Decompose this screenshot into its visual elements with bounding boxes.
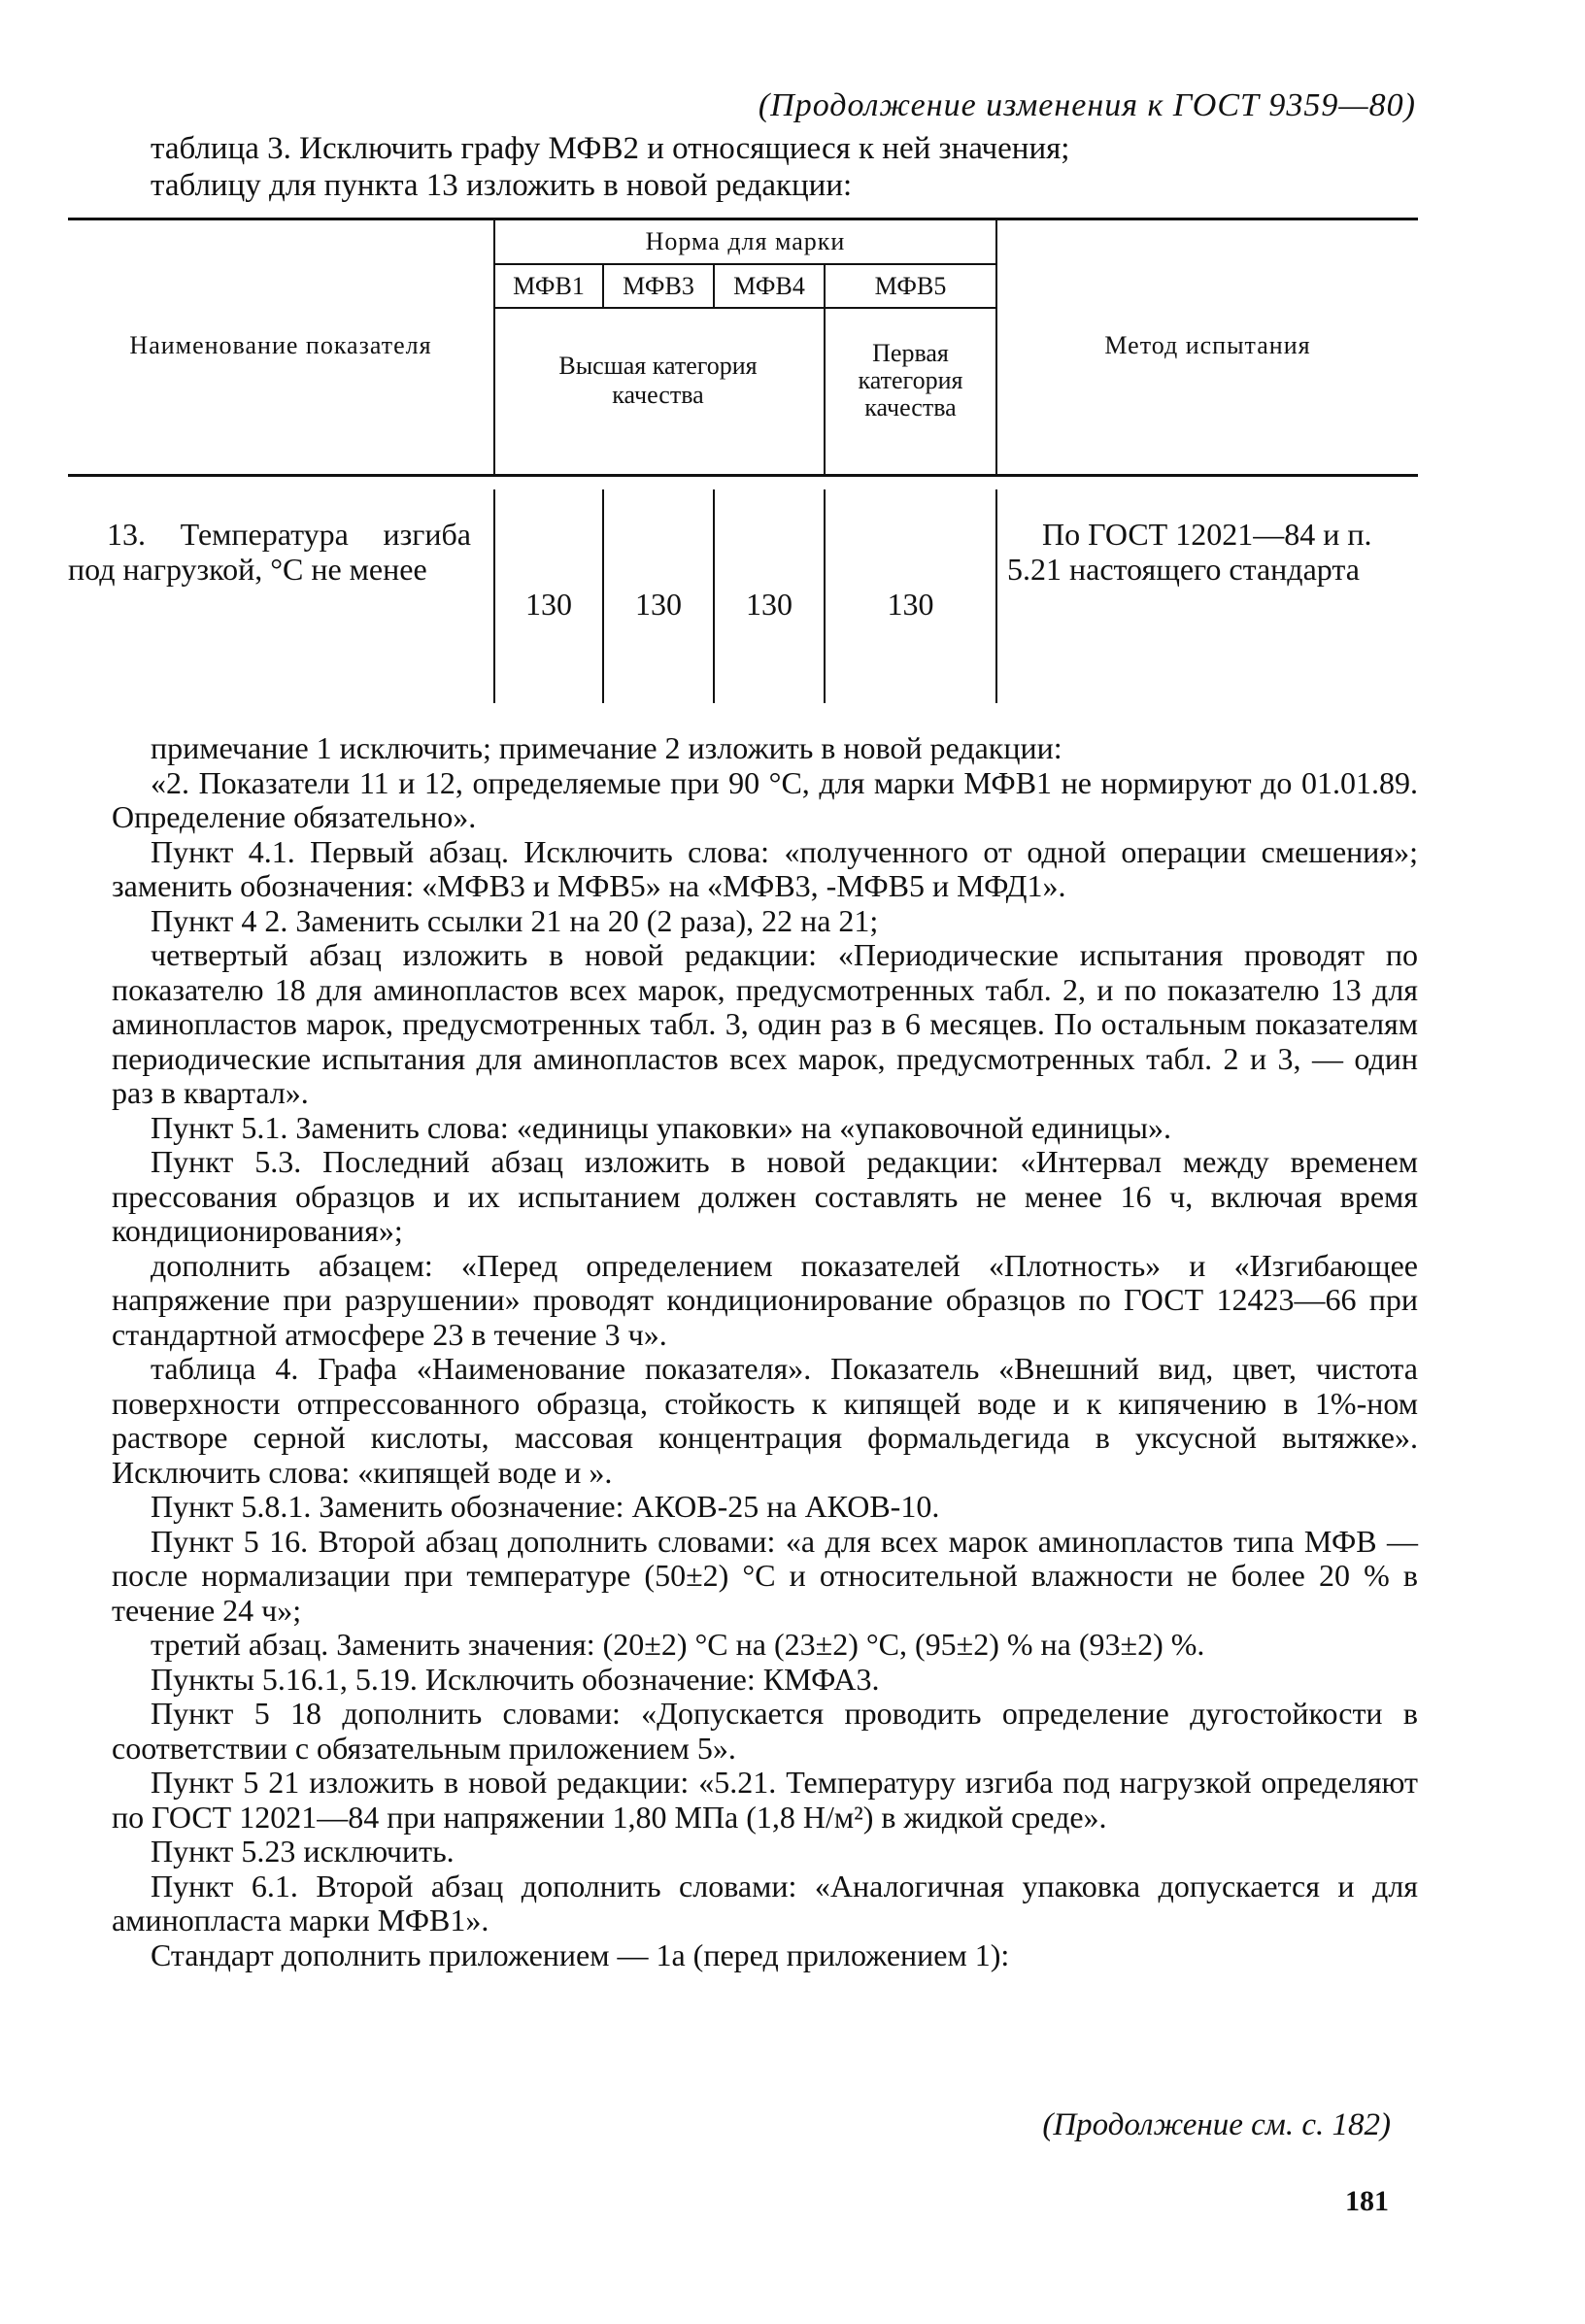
paragraph: таблица 4. Графа «Наименование показателя». Показатель «Внешний вид, цвет, чистота поверхности отпрессованного образца, стойкость к кипящей воде и к кипячению в 1%-ном растворе серной кислоты, массовая концентрация формальдегида в уксусной вытяжке». Исключить слова: «кипящей воде и ». xyxy=(112,1351,1418,1490)
document-page xyxy=(68,87,1418,1972)
paragraph: Пункты 5.16.1, 5.19. Исключить обозначение: КМФА3. xyxy=(151,1661,880,1697)
row-method: По ГОСТ 12021—84 и п. 5.21 настоящего стандарта xyxy=(1007,517,1372,587)
header-grade: МФВ4 xyxy=(733,272,805,300)
header-grade: МФВ3 xyxy=(623,272,694,300)
row-value: 130 xyxy=(887,587,934,622)
page-number: 181 xyxy=(1345,2185,1389,2217)
header-method: Метод испытания xyxy=(1104,331,1311,359)
paragraph: Пункт 5.1. Заменить слова: «единицы упаковки» на «упаковочной единицы». xyxy=(151,1109,1171,1145)
paragraph: четвертый абзац изложить в новой редакции: «Периодические испытания проводят по показателю 18 для аминопластов всех марок, предусмотренных табл. 2, и по показателю 13 для аминопластов марок, предусмотренных табл. 3, один раз в 6 месяцев. По остальным показателям периодические испытания для аминопластов всех марок, предусмотренных табл. 2 и 3, — один раз в квартал». xyxy=(112,937,1418,1110)
category-first: Первая категория качества xyxy=(858,339,963,421)
paragraph: Пункт 4 2. Заменить ссылки 21 на 20 (2 раза), 22 на 21; xyxy=(151,902,879,938)
continuation-footer: (Продолжение см. с. 182) xyxy=(1042,2107,1391,2142)
row-value: 130 xyxy=(746,587,792,622)
header-grade: МФВ1 xyxy=(513,272,585,300)
paragraph: Пункт 5.23 исключить. xyxy=(151,1834,455,1869)
paragraph: Пункт 5.8.1. Заменить обозначение: АКОВ-25 на АКОВ-10. xyxy=(151,1489,940,1524)
intro-line: таблица 3. Исключить графу МФВ2 и относящиеся к ней значения; xyxy=(151,131,1070,166)
header-indicator: Наименование показателя xyxy=(129,331,432,359)
row-value: 130 xyxy=(635,587,682,622)
row-indicator: 13. Температура изгиба под нагрузкой, °С не менее xyxy=(68,517,471,587)
paragraph: Пункт 6.1. Второй абзац дополнить словами: «Аналогичная упаковка допускается и для аминопласта марки МФВ1». xyxy=(112,1868,1418,1937)
paragraph: Стандарт дополнить приложением — 1а (перед приложением 1): xyxy=(151,1937,1010,1972)
amendment-text xyxy=(112,731,1418,1972)
intro-text xyxy=(112,130,1418,204)
paragraph: третий абзац. Заменить значения: (20±2) °С на (23±2) °С, (95±2) % на (93±2) %. xyxy=(151,1627,1205,1662)
continuation-header: (Продолжение изменения к ГОСТ 9359—80) xyxy=(758,87,1416,123)
paragraph: примечание 1 исключить; примечание 2 изложить в новой редакции: xyxy=(151,730,1062,765)
paragraph: дополнить абзацем: «Перед определением показателей «Плотность» и «Изгибающее напряжение при разрушении» проводят кондиционирование образцов по ГОСТ 12423—66 при стандартной атмосфере 23 в течение 3 ч». xyxy=(112,1247,1418,1352)
header-grade: МФВ5 xyxy=(874,272,947,300)
paragraph: Пункт 5.3. Последний абзац изложить в новой редакции: «Интервал между временем прессования образцов и их испытанием должен составлять не менее 16 ч, включая время кондиционирования»; xyxy=(112,1144,1418,1248)
paragraph: Пункт 5 18 дополнить словами: «Допускается проводить определение дугостойкости в соответствии с обязательным приложением 5». xyxy=(112,1696,1418,1766)
paragraph: Пункт 5 21 изложить в новой редакции: «5.21. Температуру изгиба под нагрузкой определяют по ГОСТ 12021—84 при напряжении 1,80 МПа (1,8 Н/м²) в жидкой среде». xyxy=(112,1765,1418,1835)
intro-line: таблицу для пункта 13 изложить в новой редакции: xyxy=(151,168,853,203)
paragraph: Пункт 4.1. Первый абзац. Исключить слова: «полученного от одной операции смешения»; заменить обозначения: «МФВ3 и МФВ5» на «МФВ3, -МФВ5 и МФД1». xyxy=(112,833,1418,903)
paragraph: «2. Показатели 11 и 12, определяемые при 90 °С, для марки МФВ1 не нормируют до 01.01.89. Определение обязательно». xyxy=(112,764,1418,834)
quality-table xyxy=(68,218,1418,708)
category-high: Высшая категория качества xyxy=(558,352,758,409)
header-norm: Норма для марки xyxy=(645,227,846,255)
row-value: 130 xyxy=(525,587,572,622)
paragraph: Пункт 5 16. Второй абзац дополнить словами: «а для всех марок аминопластов типа МФВ — после нормализации при температуре (50±2) °С и относительной влажности не более 20 % в течение 24 ч»; xyxy=(112,1523,1418,1628)
